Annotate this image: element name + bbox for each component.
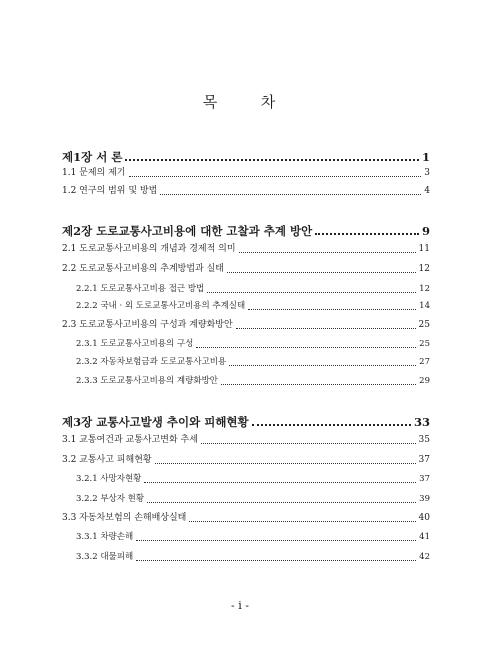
toc-entry-page: 4 xyxy=(424,186,430,196)
toc-leader-dots xyxy=(248,309,416,310)
toc-entry xyxy=(62,166,430,180)
toc-leader-dots xyxy=(144,482,416,483)
toc-leader-dots xyxy=(136,540,416,541)
toc-entry-page: 39 xyxy=(419,494,430,504)
toc-entry-label: 1.2 연구의 범위 및 방법 xyxy=(62,186,158,196)
toc-leader-dots xyxy=(252,424,411,426)
toc-entry-page: 12 xyxy=(419,284,430,294)
toc-leader-dots xyxy=(201,443,416,444)
toc-leader-dots xyxy=(136,560,416,561)
toc-leader-dots xyxy=(129,176,422,177)
toc-entry xyxy=(62,511,430,525)
toc-entry-page: 27 xyxy=(419,357,430,367)
toc-entry-page: 41 xyxy=(419,532,430,542)
toc-entry xyxy=(76,472,430,486)
toc-chapter-entry xyxy=(62,224,430,238)
toc-entry xyxy=(76,550,430,564)
toc-leader-dots xyxy=(229,365,416,366)
toc-entry-page: 35 xyxy=(418,435,430,445)
toc-entry-label: 2.2.2 국내 · 외 도로교통사고비용의 추계실태 xyxy=(76,301,246,311)
toc-entry xyxy=(76,337,430,351)
toc-leader-dots xyxy=(147,502,416,503)
toc-chapter-entry xyxy=(62,415,430,429)
toc-entry-page: 25 xyxy=(419,339,430,349)
toc-entry-label: 2.3.1 도로교통사고비용의 구성 xyxy=(76,339,194,349)
page-number-footer: - i - xyxy=(231,599,249,612)
toc-entry xyxy=(76,492,430,506)
toc-entry-label: 2.2 도로교통사고비용의 추계방법과 실태 xyxy=(62,264,225,274)
toc-leader-dots xyxy=(221,384,416,385)
toc-entry-label: 3.3.1 차량손해 xyxy=(76,532,134,542)
toc-entry-page: 1 xyxy=(421,150,430,164)
toc-entry xyxy=(62,184,430,198)
toc-entry-label: 1.1 문제의 제기 xyxy=(62,168,126,178)
toc-leader-dots xyxy=(236,328,416,329)
toc-entry-label: 2.3.2 자동차보험금과 도로교통사고비용 xyxy=(76,357,227,367)
toc-leader-dots xyxy=(160,194,421,195)
toc-entry-label: 3.1 교통여건과 교통사고변화 추세 xyxy=(62,435,198,445)
toc-entry-label: 3.2.2 부상자 현황 xyxy=(76,494,145,504)
toc-entry-page: 29 xyxy=(419,376,430,386)
toc-entry-label: 3.3.2 대물피해 xyxy=(76,552,134,562)
toc-entry xyxy=(76,282,430,296)
toc-entry-label: 2.1 도로교통사고비용의 개념과 경제적 의미 xyxy=(62,244,236,254)
toc-entry-page: 25 xyxy=(418,320,430,330)
toc-entry-label: 3.2 교통사고 피해현황 xyxy=(62,455,152,465)
toc-entry-page: 11 xyxy=(418,244,430,254)
toc-entry-page: 37 xyxy=(419,474,430,484)
toc-entry xyxy=(76,355,430,369)
toc-entry-page: 37 xyxy=(418,455,430,465)
toc-entry-label: 제2장 도로교통사고비용에 대한 고찰과 추계 방안 xyxy=(62,224,313,238)
page-title-char-1: 목 xyxy=(202,93,220,111)
toc-entry xyxy=(76,530,430,544)
toc-entry xyxy=(76,374,430,388)
toc-entry xyxy=(62,453,430,467)
toc-entry-label: 2.3.3 도로교통사고비용의 계량화방안 xyxy=(76,376,218,386)
toc-leader-dots xyxy=(196,347,416,348)
toc-entry-label: 3.2.1 사망자현황 xyxy=(76,474,142,484)
toc-entry-page: 9 xyxy=(421,224,430,238)
toc-entry xyxy=(62,318,430,332)
toc-leader-dots xyxy=(315,233,419,235)
toc-leader-dots xyxy=(189,521,415,522)
toc-entry-page: 14 xyxy=(419,301,430,311)
toc-entry-label: 2.3 도로교통사고비용의 구성과 계량화방안 xyxy=(62,320,233,330)
toc-entry-page: 42 xyxy=(419,552,430,562)
toc-leader-dots xyxy=(207,292,416,293)
toc-entry-page: 3 xyxy=(424,168,430,178)
toc-entry-page: 33 xyxy=(413,415,430,429)
toc-entry-label: 제1장 서 론 xyxy=(62,150,123,164)
toc-entry-page: 40 xyxy=(418,513,430,523)
toc-entry xyxy=(62,433,430,447)
toc-entry-label: 3.3 자동차보험의 손해배상실태 xyxy=(62,513,187,523)
toc-entry xyxy=(76,299,430,313)
toc-chapter-entry xyxy=(62,150,430,164)
toc-entry-label: 제3장 교통사고발생 추이와 피해현황 xyxy=(62,415,249,429)
page-title-char-2: 차 xyxy=(260,93,278,111)
toc-entry-page: 12 xyxy=(418,264,430,274)
toc-entry xyxy=(62,242,430,256)
toc-entry xyxy=(62,262,430,276)
toc-leader-dots xyxy=(125,159,419,161)
toc-entry-label: 2.2.1 도로교통사고비용 접근 방법 xyxy=(76,284,205,294)
toc-leader-dots xyxy=(155,463,416,464)
toc-leader-dots xyxy=(227,272,416,273)
toc-leader-dots xyxy=(239,252,416,253)
